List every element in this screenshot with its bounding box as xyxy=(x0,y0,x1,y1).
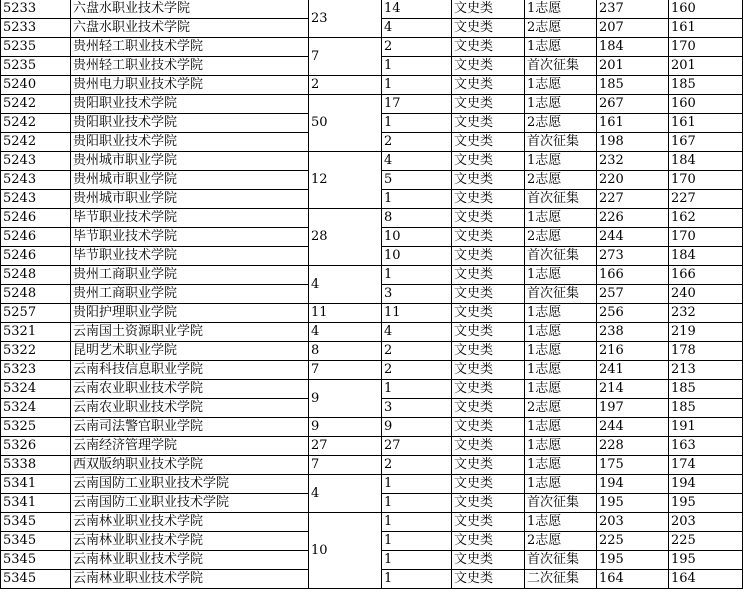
lowest-score-cell: 185 xyxy=(669,76,743,95)
category-cell: 文史类 xyxy=(452,114,525,133)
school-name-cell: 六盘水职业技术学院 xyxy=(71,0,309,19)
batch-cell: 1志愿 xyxy=(525,76,597,95)
category-cell: 文史类 xyxy=(452,133,525,152)
lowest-score-cell: 227 xyxy=(669,190,743,209)
school-name-cell: 云南经济管理学院 xyxy=(71,437,309,456)
enrolled-count-cell: 4 xyxy=(382,323,452,342)
enrolled-count-cell: 2 xyxy=(382,456,452,475)
lowest-score-cell: 161 xyxy=(669,114,743,133)
school-name-cell: 贵州电力职业技术学院 xyxy=(71,76,309,95)
enrolled-count-cell: 1 xyxy=(382,76,452,95)
highest-score-cell: 241 xyxy=(597,361,669,380)
enrolled-count-cell: 9 xyxy=(382,418,452,437)
enrolled-count-cell: 1 xyxy=(382,190,452,209)
table-body xyxy=(1,0,743,589)
highest-score-cell: 238 xyxy=(597,323,669,342)
highest-score-cell: 273 xyxy=(597,247,669,266)
school-code-cell: 5240 xyxy=(1,76,71,95)
lowest-score-cell: 195 xyxy=(669,494,743,513)
category-cell: 文史类 xyxy=(452,285,525,304)
plan-count-cell: 12 xyxy=(309,152,382,209)
lowest-score-cell: 163 xyxy=(669,437,743,456)
highest-score-cell: 161 xyxy=(597,114,669,133)
school-name-cell: 毕节职业技术学院 xyxy=(71,228,309,247)
school-code-cell: 5235 xyxy=(1,38,71,57)
table-row xyxy=(1,323,743,342)
enrolled-count-cell: 1 xyxy=(382,551,452,570)
batch-cell: 1志愿 xyxy=(525,304,597,323)
table-row xyxy=(1,95,743,114)
plan-count-cell: 50 xyxy=(309,95,382,152)
highest-score-cell: 214 xyxy=(597,380,669,399)
lowest-score-cell: 240 xyxy=(669,285,743,304)
category-cell: 文史类 xyxy=(452,475,525,494)
lowest-score-cell: 170 xyxy=(669,38,743,57)
lowest-score-cell: 170 xyxy=(669,171,743,190)
highest-score-cell: 256 xyxy=(597,304,669,323)
school-name-cell: 贵州工商职业学院 xyxy=(71,285,309,304)
category-cell: 文史类 xyxy=(452,171,525,190)
school-name-cell: 云南林业职业技术学院 xyxy=(71,570,309,589)
enrolled-count-cell: 2 xyxy=(382,342,452,361)
plan-count-cell: 7 xyxy=(309,456,382,475)
batch-cell: 1志愿 xyxy=(525,95,597,114)
batch-cell: 1志愿 xyxy=(525,380,597,399)
plan-count-cell: 28 xyxy=(309,209,382,266)
category-cell: 文史类 xyxy=(452,266,525,285)
plan-count-cell: 10 xyxy=(309,513,382,589)
highest-score-cell: 226 xyxy=(597,209,669,228)
enrolled-count-cell: 8 xyxy=(382,209,452,228)
school-code-cell: 5242 xyxy=(1,95,71,114)
enrolled-count-cell: 11 xyxy=(382,304,452,323)
enrolled-count-cell: 1 xyxy=(382,57,452,76)
batch-cell: 1志愿 xyxy=(525,323,597,342)
batch-cell: 1志愿 xyxy=(525,456,597,475)
table-row xyxy=(1,38,743,57)
batch-cell: 1志愿 xyxy=(525,342,597,361)
category-cell: 文史类 xyxy=(452,38,525,57)
category-cell: 文史类 xyxy=(452,494,525,513)
school-name-cell: 贵阳职业技术学院 xyxy=(71,95,309,114)
school-name-cell: 云南科技信息职业学院 xyxy=(71,361,309,380)
category-cell: 文史类 xyxy=(452,570,525,589)
highest-score-cell: 207 xyxy=(597,19,669,38)
school-code-cell: 5341 xyxy=(1,494,71,513)
school-code-cell: 5246 xyxy=(1,247,71,266)
school-name-cell: 云南林业职业技术学院 xyxy=(71,513,309,532)
batch-cell: 2志愿 xyxy=(525,171,597,190)
highest-score-cell: 220 xyxy=(597,171,669,190)
enrolled-count-cell: 14 xyxy=(382,0,452,19)
plan-count-cell: 7 xyxy=(309,361,382,380)
plan-count-cell: 2 xyxy=(309,76,382,95)
category-cell: 文史类 xyxy=(452,380,525,399)
batch-cell: 首次征集 xyxy=(525,57,597,76)
highest-score-cell: 195 xyxy=(597,551,669,570)
lowest-score-cell: 174 xyxy=(669,456,743,475)
school-name-cell: 六盘水职业技术学院 xyxy=(71,19,309,38)
school-code-cell: 5326 xyxy=(1,437,71,456)
enrolled-count-cell: 1 xyxy=(382,266,452,285)
lowest-score-cell: 160 xyxy=(669,0,743,19)
table-row xyxy=(1,456,743,475)
category-cell: 文史类 xyxy=(452,209,525,228)
plan-count-cell: 8 xyxy=(309,342,382,361)
school-code-cell: 5233 xyxy=(1,0,71,19)
plan-count-cell: 4 xyxy=(309,266,382,304)
table-row xyxy=(1,266,743,285)
highest-score-cell: 194 xyxy=(597,475,669,494)
category-cell: 文史类 xyxy=(452,95,525,114)
category-cell: 文史类 xyxy=(452,19,525,38)
batch-cell: 首次征集 xyxy=(525,190,597,209)
enrolled-count-cell: 4 xyxy=(382,152,452,171)
table-row xyxy=(1,380,743,399)
category-cell: 文史类 xyxy=(452,342,525,361)
school-code-cell: 5345 xyxy=(1,513,71,532)
enrolled-count-cell: 1 xyxy=(382,380,452,399)
school-code-cell: 5325 xyxy=(1,418,71,437)
highest-score-cell: 232 xyxy=(597,152,669,171)
school-code-cell: 5338 xyxy=(1,456,71,475)
batch-cell: 1志愿 xyxy=(525,513,597,532)
highest-score-cell: 216 xyxy=(597,342,669,361)
enrolled-count-cell: 1 xyxy=(382,532,452,551)
category-cell: 文史类 xyxy=(452,418,525,437)
school-code-cell: 5235 xyxy=(1,57,71,76)
table-row xyxy=(1,418,743,437)
school-code-cell: 5345 xyxy=(1,551,71,570)
lowest-score-cell: 201 xyxy=(669,57,743,76)
school-code-cell: 5243 xyxy=(1,190,71,209)
enrolled-count-cell: 1 xyxy=(382,475,452,494)
lowest-score-cell: 203 xyxy=(669,513,743,532)
table-row xyxy=(1,0,743,19)
enrolled-count-cell: 4 xyxy=(382,19,452,38)
lowest-score-cell: 162 xyxy=(669,209,743,228)
highest-score-cell: 201 xyxy=(597,57,669,76)
batch-cell: 首次征集 xyxy=(525,133,597,152)
plan-count-cell: 9 xyxy=(309,380,382,418)
table-row xyxy=(1,437,743,456)
lowest-score-cell: 185 xyxy=(669,399,743,418)
table-row xyxy=(1,342,743,361)
lowest-score-cell: 160 xyxy=(669,95,743,114)
table-row xyxy=(1,475,743,494)
batch-cell: 1志愿 xyxy=(525,38,597,57)
school-code-cell: 5246 xyxy=(1,228,71,247)
school-code-cell: 5257 xyxy=(1,304,71,323)
lowest-score-cell: 194 xyxy=(669,475,743,494)
highest-score-cell: 197 xyxy=(597,399,669,418)
school-code-cell: 5248 xyxy=(1,266,71,285)
lowest-score-cell: 184 xyxy=(669,247,743,266)
batch-cell: 二次征集 xyxy=(525,570,597,589)
school-name-cell: 云南国防工业职业技术学院 xyxy=(71,475,309,494)
school-name-cell: 贵阳职业技术学院 xyxy=(71,114,309,133)
category-cell: 文史类 xyxy=(452,57,525,76)
enrolled-count-cell: 10 xyxy=(382,247,452,266)
table-row xyxy=(1,304,743,323)
enrolled-count-cell: 27 xyxy=(382,437,452,456)
batch-cell: 首次征集 xyxy=(525,285,597,304)
lowest-score-cell: 195 xyxy=(669,551,743,570)
batch-cell: 1志愿 xyxy=(525,437,597,456)
school-name-cell: 云南国防工业职业技术学院 xyxy=(71,494,309,513)
school-code-cell: 5345 xyxy=(1,570,71,589)
plan-count-cell: 7 xyxy=(309,38,382,76)
school-name-cell: 西双版纳职业技术学院 xyxy=(71,456,309,475)
category-cell: 文史类 xyxy=(452,228,525,247)
category-cell: 文史类 xyxy=(452,532,525,551)
school-name-cell: 云南国土资源职业学院 xyxy=(71,323,309,342)
school-code-cell: 5248 xyxy=(1,285,71,304)
lowest-score-cell: 185 xyxy=(669,380,743,399)
school-code-cell: 5345 xyxy=(1,532,71,551)
plan-count-cell: 23 xyxy=(309,0,382,38)
table-row xyxy=(1,513,743,532)
lowest-score-cell: 161 xyxy=(669,19,743,38)
enrolled-count-cell: 3 xyxy=(382,285,452,304)
lowest-score-cell: 178 xyxy=(669,342,743,361)
school-name-cell: 贵州工商职业学院 xyxy=(71,266,309,285)
school-code-cell: 5242 xyxy=(1,133,71,152)
batch-cell: 1志愿 xyxy=(525,361,597,380)
enrolled-count-cell: 17 xyxy=(382,95,452,114)
school-code-cell: 5246 xyxy=(1,209,71,228)
category-cell: 文史类 xyxy=(452,551,525,570)
enrolled-count-cell: 2 xyxy=(382,361,452,380)
highest-score-cell: 175 xyxy=(597,456,669,475)
enrolled-count-cell: 5 xyxy=(382,171,452,190)
school-name-cell: 毕节职业技术学院 xyxy=(71,247,309,266)
batch-cell: 1志愿 xyxy=(525,209,597,228)
lowest-score-cell: 170 xyxy=(669,228,743,247)
batch-cell: 2志愿 xyxy=(525,532,597,551)
school-code-cell: 5243 xyxy=(1,171,71,190)
highest-score-cell: 267 xyxy=(597,95,669,114)
school-name-cell: 贵州轻工职业技术学院 xyxy=(71,57,309,76)
batch-cell: 2志愿 xyxy=(525,19,597,38)
batch-cell: 1志愿 xyxy=(525,152,597,171)
school-code-cell: 5324 xyxy=(1,399,71,418)
enrolled-count-cell: 1 xyxy=(382,513,452,532)
table-row xyxy=(1,76,743,95)
school-name-cell: 昆明艺术职业学院 xyxy=(71,342,309,361)
table-row xyxy=(1,152,743,171)
lowest-score-cell: 166 xyxy=(669,266,743,285)
batch-cell: 首次征集 xyxy=(525,494,597,513)
school-code-cell: 5242 xyxy=(1,114,71,133)
highest-score-cell: 164 xyxy=(597,570,669,589)
school-code-cell: 5233 xyxy=(1,19,71,38)
table-row xyxy=(1,209,743,228)
batch-cell: 2志愿 xyxy=(525,399,597,418)
school-name-cell: 贵州城市职业学院 xyxy=(71,171,309,190)
school-name-cell: 贵州轻工职业技术学院 xyxy=(71,38,309,57)
school-code-cell: 5243 xyxy=(1,152,71,171)
category-cell: 文史类 xyxy=(452,0,525,19)
highest-score-cell: 244 xyxy=(597,228,669,247)
plan-count-cell: 11 xyxy=(309,304,382,323)
lowest-score-cell: 184 xyxy=(669,152,743,171)
enrolled-count-cell: 1 xyxy=(382,114,452,133)
lowest-score-cell: 191 xyxy=(669,418,743,437)
plan-count-cell: 9 xyxy=(309,418,382,437)
lowest-score-cell: 219 xyxy=(669,323,743,342)
school-code-cell: 5324 xyxy=(1,380,71,399)
highest-score-cell: 257 xyxy=(597,285,669,304)
category-cell: 文史类 xyxy=(452,247,525,266)
enrolled-count-cell: 10 xyxy=(382,228,452,247)
plan-count-cell: 27 xyxy=(309,437,382,456)
school-name-cell: 云南司法警官职业学院 xyxy=(71,418,309,437)
table-row xyxy=(1,361,743,380)
category-cell: 文史类 xyxy=(452,456,525,475)
category-cell: 文史类 xyxy=(452,513,525,532)
batch-cell: 2志愿 xyxy=(525,114,597,133)
category-cell: 文史类 xyxy=(452,304,525,323)
plan-count-cell: 4 xyxy=(309,475,382,513)
enrolled-count-cell: 3 xyxy=(382,399,452,418)
enrolled-count-cell: 2 xyxy=(382,38,452,57)
enrolled-count-cell: 1 xyxy=(382,494,452,513)
lowest-score-cell: 167 xyxy=(669,133,743,152)
lowest-score-cell: 225 xyxy=(669,532,743,551)
school-name-cell: 云南农业职业技术学院 xyxy=(71,399,309,418)
highest-score-cell: 166 xyxy=(597,266,669,285)
category-cell: 文史类 xyxy=(452,323,525,342)
category-cell: 文史类 xyxy=(452,152,525,171)
batch-cell: 1志愿 xyxy=(525,418,597,437)
highest-score-cell: 237 xyxy=(597,0,669,19)
school-name-cell: 云南林业职业技术学院 xyxy=(71,532,309,551)
category-cell: 文史类 xyxy=(452,361,525,380)
school-name-cell: 贵州城市职业学院 xyxy=(71,152,309,171)
plan-count-cell: 4 xyxy=(309,323,382,342)
highest-score-cell: 227 xyxy=(597,190,669,209)
highest-score-cell: 225 xyxy=(597,532,669,551)
highest-score-cell: 198 xyxy=(597,133,669,152)
lowest-score-cell: 232 xyxy=(669,304,743,323)
school-code-cell: 5321 xyxy=(1,323,71,342)
batch-cell: 1志愿 xyxy=(525,0,597,19)
category-cell: 文史类 xyxy=(452,399,525,418)
enrolled-count-cell: 2 xyxy=(382,133,452,152)
school-name-cell: 贵州城市职业学院 xyxy=(71,190,309,209)
batch-cell: 首次征集 xyxy=(525,247,597,266)
lowest-score-cell: 213 xyxy=(669,361,743,380)
school-name-cell: 贵阳护理职业学院 xyxy=(71,304,309,323)
batch-cell: 1志愿 xyxy=(525,266,597,285)
highest-score-cell: 244 xyxy=(597,418,669,437)
category-cell: 文史类 xyxy=(452,76,525,95)
school-code-cell: 5323 xyxy=(1,361,71,380)
school-name-cell: 云南林业职业技术学院 xyxy=(71,551,309,570)
highest-score-cell: 195 xyxy=(597,494,669,513)
school-code-cell: 5322 xyxy=(1,342,71,361)
batch-cell: 首次征集 xyxy=(525,551,597,570)
highest-score-cell: 203 xyxy=(597,513,669,532)
category-cell: 文史类 xyxy=(452,437,525,456)
category-cell: 文史类 xyxy=(452,190,525,209)
highest-score-cell: 228 xyxy=(597,437,669,456)
batch-cell: 2志愿 xyxy=(525,228,597,247)
school-name-cell: 云南农业职业技术学院 xyxy=(71,380,309,399)
batch-cell: 1志愿 xyxy=(525,475,597,494)
school-code-cell: 5341 xyxy=(1,475,71,494)
enrolled-count-cell: 1 xyxy=(382,570,452,589)
highest-score-cell: 185 xyxy=(597,76,669,95)
highest-score-cell: 184 xyxy=(597,38,669,57)
school-name-cell: 毕节职业技术学院 xyxy=(71,209,309,228)
school-name-cell: 贵阳职业技术学院 xyxy=(71,133,309,152)
lowest-score-cell: 164 xyxy=(669,570,743,589)
